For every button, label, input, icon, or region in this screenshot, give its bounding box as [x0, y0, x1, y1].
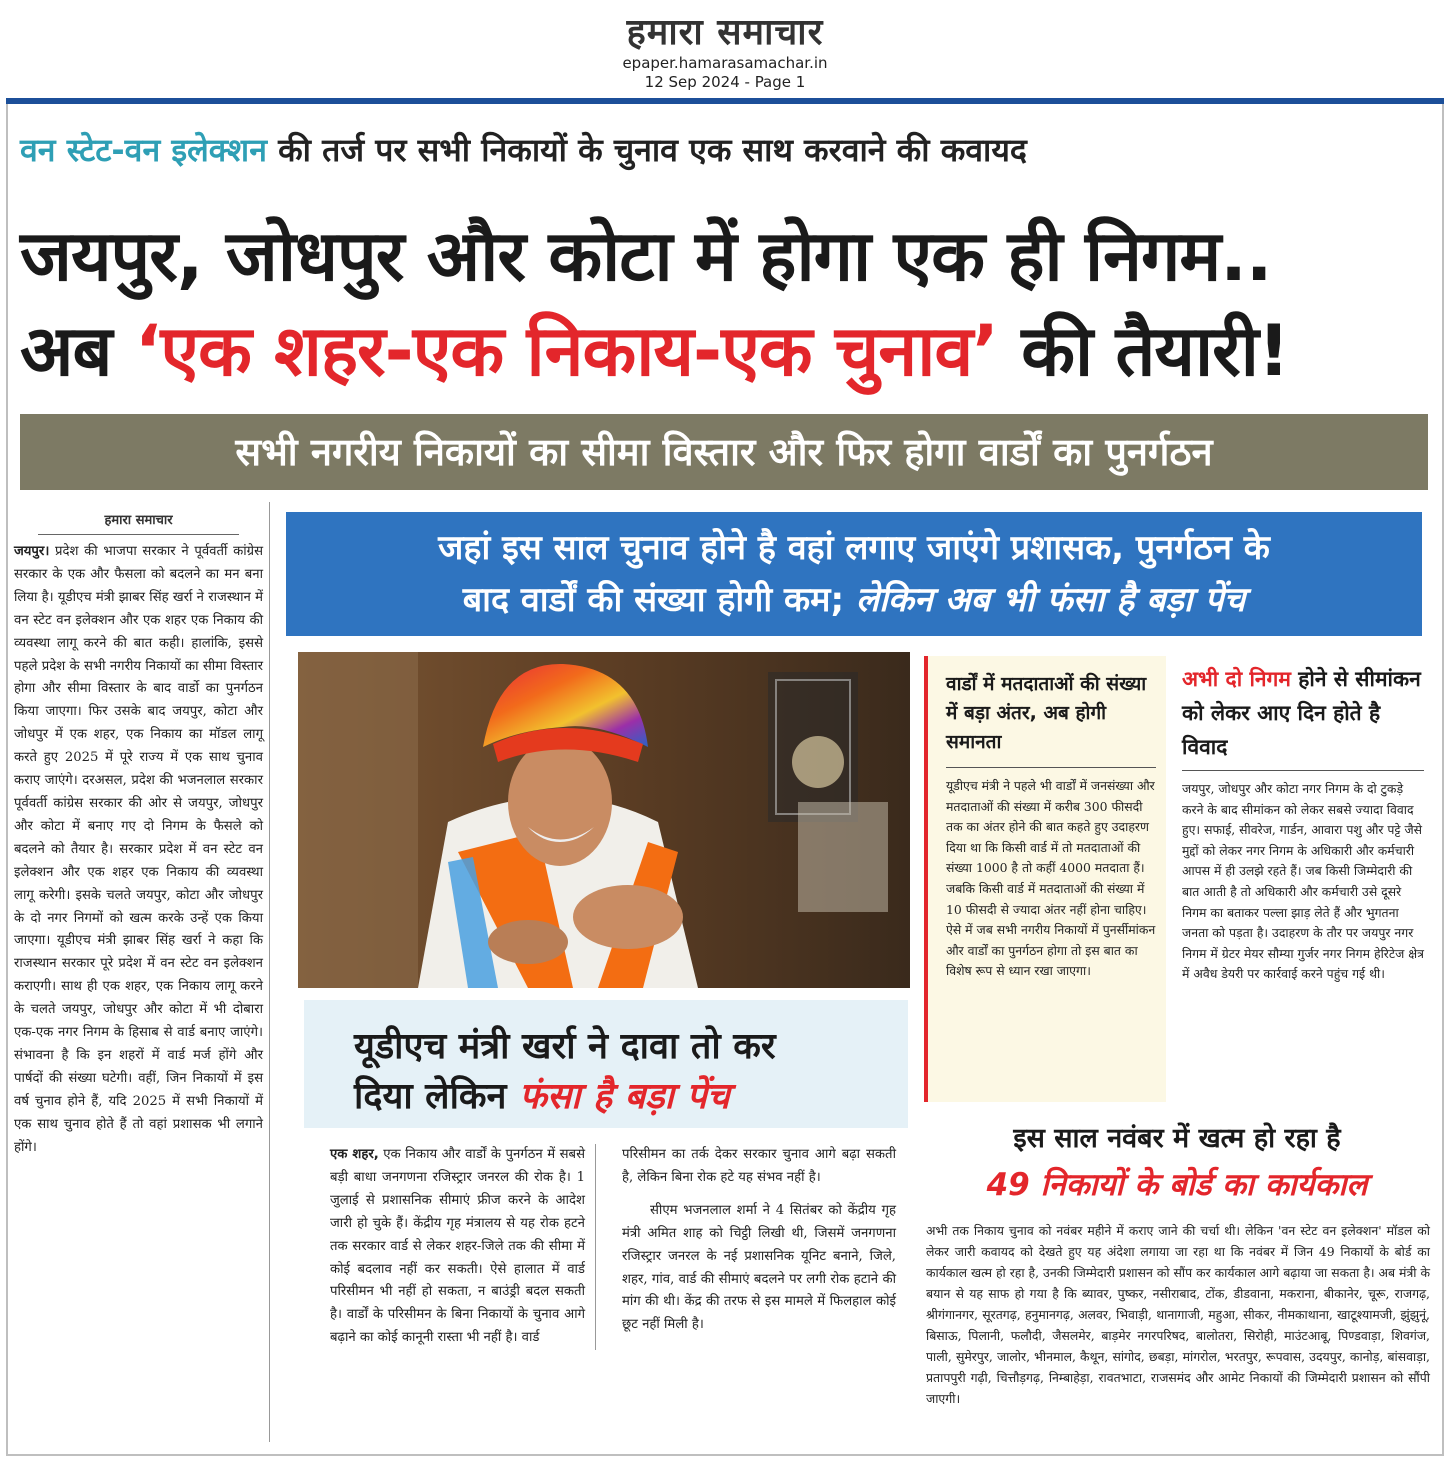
- left-article-body: [14, 541, 263, 1159]
- story-column-a: [330, 1144, 596, 1350]
- kicker-highlight: वन स्टेट-वन इलेक्शन: [20, 131, 267, 169]
- kicker-rest: की तर्ज पर सभी निकायों के चुनाव एक साथ करवाने की कवायद: [266, 131, 1027, 169]
- sidebar-disputes-title-red: अभी दो निगम: [1182, 667, 1291, 691]
- story-lead: एक शहर,: [330, 1147, 379, 1162]
- sidebar-voter-body: यूडीएच मंत्री ने पहले भी वार्डों में जनसंख्या और मतदाताओं की संख्या में करीब 300 फीसदी तक का अंतर होने की बात कहते हुए उदाहरण दिया था कि किसी वार्ड में तो मतदाताओं की संख्या 1000 है तो कहीं 4000 मतदाता हैं। जबकि किसी वार्ड में मतदाताओं की संख्या में 10 फीसदी से ज्यादा अंतर नहीं होना चाहिए। ऐसे में जब सभी नगरीय निकायों में पुनर्सीमांकन और वार्डों का पुनर्गठन होगा तो इस बात का विशेष रूप से ध्यान रखा जाएगा।: [946, 778, 1156, 979]
- deck-line2: [286, 574, 1422, 626]
- left-article-column: [14, 502, 270, 1442]
- quote-line1: यूडीएच मंत्री खर्रा ने दावा तो कर: [354, 1026, 776, 1067]
- sidebar-boundary-disputes: [1176, 656, 1428, 1096]
- deck-line2-plain: बाद वार्डों की संख्या होगी कम;: [462, 580, 856, 620]
- sidebar-disputes-title: [1182, 662, 1424, 764]
- masthead: [0, 0, 1450, 104]
- epaper-url[interactable]: epaper.hamarasamachar.in: [622, 54, 828, 72]
- quote-line2: [354, 1072, 908, 1122]
- main-headline-line1: जयपुर, जोधपुर और कोटा में होगा एक ही निगम..: [20, 215, 1272, 297]
- blue-deck-banner: [286, 512, 1422, 636]
- quote-line2-plain: दिया लेकिन: [354, 1076, 520, 1117]
- minister-photo: [298, 652, 910, 988]
- november-heading-line2: 49 निकायों के बोर्ड का कार्यकाल: [986, 1167, 1368, 1203]
- newspaper-name: हमारा समाचार: [626, 11, 824, 53]
- issue-date-page: 12 Sep 2024 - Page 1: [644, 73, 806, 91]
- headline-slogan: ‘एक शहर-एक निकाय-एक चुनाव’: [134, 310, 998, 392]
- sidebar-divider: [1182, 770, 1424, 771]
- sidebar-disputes-title-rest: होने से सीमांकन को लेकर आए दिन होते है विवाद: [1182, 667, 1421, 759]
- sidebar-disputes-body: जयपुर, जोधपुर और कोटा नगर निगम के दो टुकड़े करने के बाद सीमांकन को लेकर सबसे ज्यादा विवाद हुए। सफाई, सीवरेज, गार्डन, आवारा पशु और पट्टे जैसे मुद्दों को लेकर नगर निगम के अधिकारी और कर्मचारी आपस में ही उलझे रहते हैं। जब किसी जिम्मेदारी की बात आती है तो अधिकारी और कर्मचारी उसे दूसरे निगम का बताकर पल्ला झाड़ लेते हैं और भुगतना जनता को पड़ता है। उदाहरण के तौर पर जयपुर नगर निगम में ग्रेटर मेयर सौम्या गुर्जर नगर निगम हेरिटेज क्षेत्र में अवैध डेयरी पर कार्रवाई करने पहुंच गई थी।: [1182, 781, 1424, 982]
- deck-line2-italic: लेकिन अब भी फंसा है बड़ा पेंच: [855, 580, 1246, 620]
- quote-line2-red: फंसा है बड़ा पेंच: [519, 1076, 730, 1117]
- story-column-b: [622, 1144, 896, 1337]
- kicker-line: [20, 128, 1430, 171]
- sidebar-divider: [946, 767, 1156, 768]
- byline: हमारा समाचार: [38, 510, 239, 535]
- story-column-a-text: एक निकाय और वार्डों के पुनर्गठन में सबसे बड़ी बाधा जनगणना रजिस्ट्रार जनरल की रोक है। 1 जुलाई से प्रशासनिक सीमाएं फ्रीज करने के आदेश जारी हो चुके हैं। केंद्रीय गृह मंत्रालय से यह रोक हटने तक सरकार वार्ड से लेकर शहर-जिले तक की सीमा में कोई बदलाव नहीं कर सकती। ऐसे हालात में वार्ड परिसीमन भी नहीं हो सकता, न बाउंड्री बदल सकती है। वार्डों के परिसीमन के बिना निकायों के चुनाव आगे बढ़ाने का कोई कानूनी रास्ता भी नहीं है। वार्ड: [330, 1147, 586, 1346]
- november-term-heading: [924, 1118, 1430, 1205]
- november-heading-line1: इस साल नवंबर में खत्म हो रहा है: [1013, 1123, 1341, 1154]
- headline-suffix: की तैयारी!: [997, 310, 1289, 392]
- headline-prefix: अब: [20, 310, 135, 392]
- minister-photo-illustration: [298, 652, 910, 988]
- deck-line1: जहां इस साल चुनाव होने है वहां लगाए जाएंगे प्रशासक, पुनर्गठन के: [438, 528, 1270, 568]
- story-column-b-para2: सीएम भजनलाल शर्मा ने 4 सितंबर को केंद्रीय गृह मंत्री अमित शाह को चिट्ठी लिखी थी, जिसमें जनगणना रजिस्ट्रार जनरल के नई प्रशासनिक यूनिट बनाने, जिले, शहर, गांव, वार्ड की सीमाएं बदलने पर लगी रोक हटाने की मांग की थी। केंद्र की तरफ से इस मामले में फिलहाल कोई छूट नहीं मिली है।: [622, 1202, 896, 1333]
- quote-subheadline-box: [304, 1000, 908, 1128]
- story-column-b-para1: परिसीमन का तर्क देकर सरकार चुनाव आगे बढ़ा सकती है, लेकिन बिना रोक हटे यह संभव नहीं है।: [622, 1147, 896, 1185]
- sidebar-voter-title: वार्डों में मतदाताओं की संख्या में बड़ा अंतर, अब होगी समानता: [946, 673, 1147, 753]
- dateline: जयपुर।: [14, 544, 50, 559]
- left-article-text: प्रदेश की भाजपा सरकार ने पूर्ववर्ती कांग्रेस सरकार के एक और फैसला को बदलने का मन बना लिया है। यूडीएच मंत्री झाबर सिंह खर्रा ने राजस्थान में वन स्टेट वन इलेक्शन और एक शहर एक निकाय की व्यवस्था लागू करने की बात कही। हालांकि, इससे पहले प्रदेश के सभी नगरीय निकायों का सीमा विस्तार होगा और सीमा विस्तार के बाद वार्डो का पुनर्गठन किया जाएगा। फिर उसके बाद जयपुर, कोटा और जोधपुर में एक शहर, एक निकाय का मॉडल लागू करते हुए 2025 में पूरे राज्य में एक साथ चुनाव कराए जाएंगे। दरअसल, प्रदेश की भजनलाल सरकार पूर्ववर्ती कांग्रेस सरकार की ओर से जयपुर, जोधपुर और कोटा में बनाए गए दो निगम के फैसले को बदलने को तैयार है। सरकार प्रदेश में वन स्टेट वन इलेक्शन और एक शहर एक निकाय की व्यवस्था लागू करेगी। इसके चलते जयपुर, कोटा और जोधपुर के दो नगर निगमों को खत्म करके उन्हें एक किया जाएगा। यूडीएच मंत्री झाबर सिंह खर्रा ने कहा कि राजस्थान सरकार पूरे प्रदेश में वन स्टेट वन इलेक्शन कराएगी। साथ ही एक शहर, एक निकाय लागू करने के चलते जयपुर, जोधपुर और कोटा में भी दोबारा एक-एक नगर निगम के हिसाब से वार्ड बनाए जाएंगे। संभावना है कि इन शहरों में वार्ड मर्ज होंगे और पार्षदों की संख्या घटेगी। वहीं, जिन निकायों में इस वर्ष चुनाव होने हैं, यदि 2025 में सभी निकायों में एक साथ चुनाव होते हैं तो वहां प्रशासक भी लगाने होंगे।: [14, 544, 263, 1155]
- subheadline-band: सभी नगरीय निकायों का सीमा विस्तार और फिर होगा वार्डों का पुनर्गठन: [20, 414, 1428, 490]
- november-term-body: अभी तक निकाय चुनाव को नवंबर महीने में कराए जाने की चर्चा थी। लेकिन 'वन स्टेट वन इलेक्शन' मॉडल को लेकर जारी कवायद को देखते हुए यह अंदेशा लगाया जा रहा था कि नवंबर में जिन 49 निकायों के बोर्ड का कार्यकाल खत्म हो रहा है, उनकी जिम्मेदारी प्रशासन को सौंप कर कार्यकाल आगे बढ़ाया जा सकता है। अब मंत्री के बयान से यह साफ हो गया है कि ब्यावर, पुष्कर, नसीराबाद, टोंक, डीडवाना, मकराना, बीकानेर, चूरू, राजगढ़, श्रीगंगानगर, सूरतगढ़, हनुमानगढ़, अलवर, भिवाड़ी, थानागाजी, महुआ, सीकर, नीमकाथाना, खाटूश्यामजी, झुंझुनूं, बिसाऊ, पिलानी, फलौदी, जैसलमेर, बाड़मेर नगरपरिषद, बालोतरा, सिरोही, माउंटआबू, पिण्डवाड़ा, शिवगंज, पाली, सुमेरपुर, जालोर, भीनमाल, कैथून, सांगोद, छबड़ा, मांगरोल, भरतपुर, रूपवास, उदयपुर, कानोड़, बांसवाड़ा, प्रतापपुरी गढ़ी, चित्तौड़गढ़, निम्बाहेड़ा, रावतभाटा, राजसमंद और आमेट निकायों की जिम्मेदारी प्रशासन को सौंपी जाएगी।: [926, 1223, 1430, 1406]
- sidebar-voter-equality: [924, 656, 1166, 1102]
- main-headline-line2: [20, 300, 1430, 396]
